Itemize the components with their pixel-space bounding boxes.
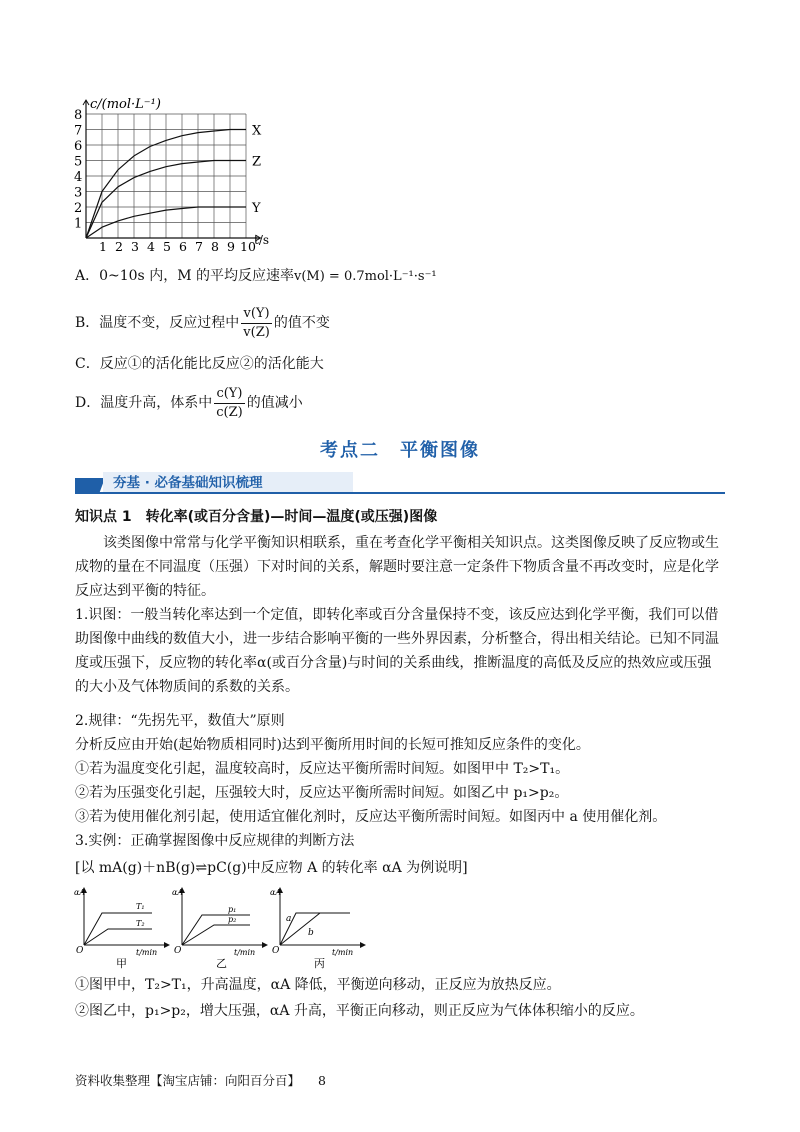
point-1: 1.识图：一般当转化率达到一个定值，即转化率或百分含量保持不变，该反应达到化学平衡，我们可以借助图像中曲线的数值大小，进一步结合影响平衡的一些外界因素，分析整合，得出相关结论。已知不同温度或压强下，反应物的转化率α(或百分含量)与时间的关系曲线，推断温度的高低及反应的热效应或压强的大小及气体物质间的系数的关系。	[75, 607, 719, 695]
y-axis-label: c/(mol·L⁻¹)	[90, 97, 161, 112]
chart-curves	[86, 124, 262, 239]
x-tick-label: 9	[227, 239, 235, 252]
yi-origin: O	[174, 946, 182, 956]
option-d-numerator: c(Y)	[214, 385, 244, 404]
intro-paragraph: 该类图像中常常与化学平衡知识相联系，重在考查化学平衡相关知识点。这类图像反映了反应物或生成物的量在不同温度（压强）下对时间的关系，解题时要注意一定条件下物质含量不再改变时，应是化学反应达到平衡的特征。	[75, 535, 719, 599]
jia-origin: O	[76, 946, 84, 956]
option-b-text: B．温度不变，反应过程中	[75, 315, 240, 331]
yi-curve-p2	[182, 925, 250, 945]
jia-label-upper: T₁	[136, 902, 145, 911]
x-axis-label: t/s	[254, 233, 270, 247]
option-b	[75, 303, 330, 343]
footer	[75, 1071, 326, 1089]
x-tick-label: 5	[163, 239, 171, 252]
y-tick-label: 1	[74, 216, 83, 232]
yi-label-upper: p₁	[228, 905, 237, 914]
footer-text: 资料收集整理【淘宝店铺：向阳百分百】	[75, 1073, 301, 1088]
bing-origin: O	[272, 946, 280, 956]
concentration-time-chart	[60, 92, 280, 252]
bing-caption: 丙	[314, 957, 325, 970]
conclusion-2: ②图乙中，p₁>p₂，增大压强，αA 升高，平衡正向移动，则正反应为气体体积缩小的反应。	[75, 1003, 644, 1019]
option-a-text: A．0~10s 内，M 的平均反应速率	[75, 268, 294, 284]
option-b-suffix: 的值不变	[273, 315, 330, 331]
jia-x-label: t/min	[136, 948, 158, 957]
series-label-y: Y	[252, 201, 261, 216]
point-2-desc: 分析反应由开始(起始物质相同时)达到平衡所用时间的长短可推知反应条件的变化。	[75, 737, 590, 753]
chart-bing	[268, 885, 368, 970]
y-tick-label: 7	[74, 123, 83, 139]
x-tick-label: 8	[211, 239, 219, 252]
rule-3: ③若为使用催化剂引起，使用适宜催化剂时，反应达平衡所需时间短。如图丙中 a 使用催化剂。	[75, 809, 667, 825]
yi-label-lower: p₂	[228, 915, 237, 924]
bing-label-a: a	[286, 914, 292, 924]
section-title: 考点二 平衡图像	[320, 440, 480, 461]
series-label-x: X	[252, 123, 262, 139]
yi-x-label: t/min	[234, 948, 256, 957]
y-tick-label: 2	[74, 201, 83, 216]
x-tick-label: 3	[131, 239, 139, 252]
jia-curve-t2	[84, 929, 152, 945]
x-tick-label: 1	[99, 239, 107, 252]
option-d	[75, 383, 303, 423]
x-tick-label: 7	[195, 239, 203, 252]
y-tick-label: 6	[74, 139, 83, 154]
yi-y-label: αA	[172, 888, 184, 897]
yi-caption: 乙	[216, 957, 227, 970]
chart-axes	[83, 100, 260, 241]
jia-y-label: αA	[74, 888, 86, 897]
jia-label-lower: T₂	[136, 919, 145, 928]
y-tick-label: 8	[74, 108, 83, 123]
option-b-numerator: v(Y)	[241, 305, 272, 324]
section-banner	[75, 470, 725, 496]
chart-jia	[72, 885, 172, 970]
rule-2: ②若为压强变化引起，压强较大时，反应达平衡所需时间短。如图乙中 p₁>p₂。	[75, 785, 569, 801]
x-tick-label: 10	[240, 239, 256, 252]
point-3: 3.实例：正确掌握图像中反应规律的判断方法	[75, 833, 355, 849]
knowledge-point-title: 知识点 1 转化率(或百分含量)—时间—温度(或压强)图像	[75, 509, 438, 525]
yi-curve-p1	[182, 915, 250, 945]
option-b-denominator: v(Z)	[243, 324, 270, 340]
option-d-text: D．温度升高，体系中	[75, 395, 213, 411]
y-tick-label: 5	[74, 154, 83, 170]
conclusion-1: ①图甲中，T₂>T₁，升高温度，αA 降低，平衡逆向移动，正反应为放热反应。	[75, 977, 561, 993]
option-d-denominator: c(Z)	[216, 404, 243, 420]
bing-label-b: b	[308, 928, 314, 938]
option-b-fraction	[241, 305, 272, 342]
chart-grid	[86, 114, 246, 238]
option-a	[75, 266, 437, 287]
option-c: C．反应①的活化能比反应②的活化能大	[75, 356, 324, 372]
chart-yi	[170, 885, 270, 970]
option-d-suffix: 的值减小	[246, 395, 303, 411]
example-line: [以 mA(g)＋nB(g)⇌pC(g)中反应物 A 的转化率 αA 为例说明]	[75, 860, 468, 876]
banner-text: 夯基 · 必备基础知识梳理	[113, 475, 263, 491]
option-a-formula: v(M) = 0.7mol·L⁻¹·s⁻¹	[293, 269, 437, 284]
jia-caption: 甲	[116, 957, 127, 970]
page-number: 8	[318, 1073, 326, 1088]
series-label-z: Z	[252, 154, 262, 170]
rule-1: ①若为温度变化引起，温度较高时，反应达平衡所需时间短。如图甲中 T₂>T₁。	[75, 761, 570, 777]
option-d-fraction	[214, 385, 244, 422]
x-tick-label: 2	[115, 239, 123, 252]
y-tick-label: 3	[74, 185, 83, 201]
x-tick-label: 6	[179, 239, 187, 252]
bing-x-label: t/min	[332, 948, 354, 957]
bing-y-label: αA	[270, 888, 282, 897]
point-2: 2.规律：“先拐先平，数值大”原则	[75, 713, 285, 729]
x-tick-label: 4	[147, 239, 155, 252]
y-tick-label: 4	[74, 170, 83, 185]
